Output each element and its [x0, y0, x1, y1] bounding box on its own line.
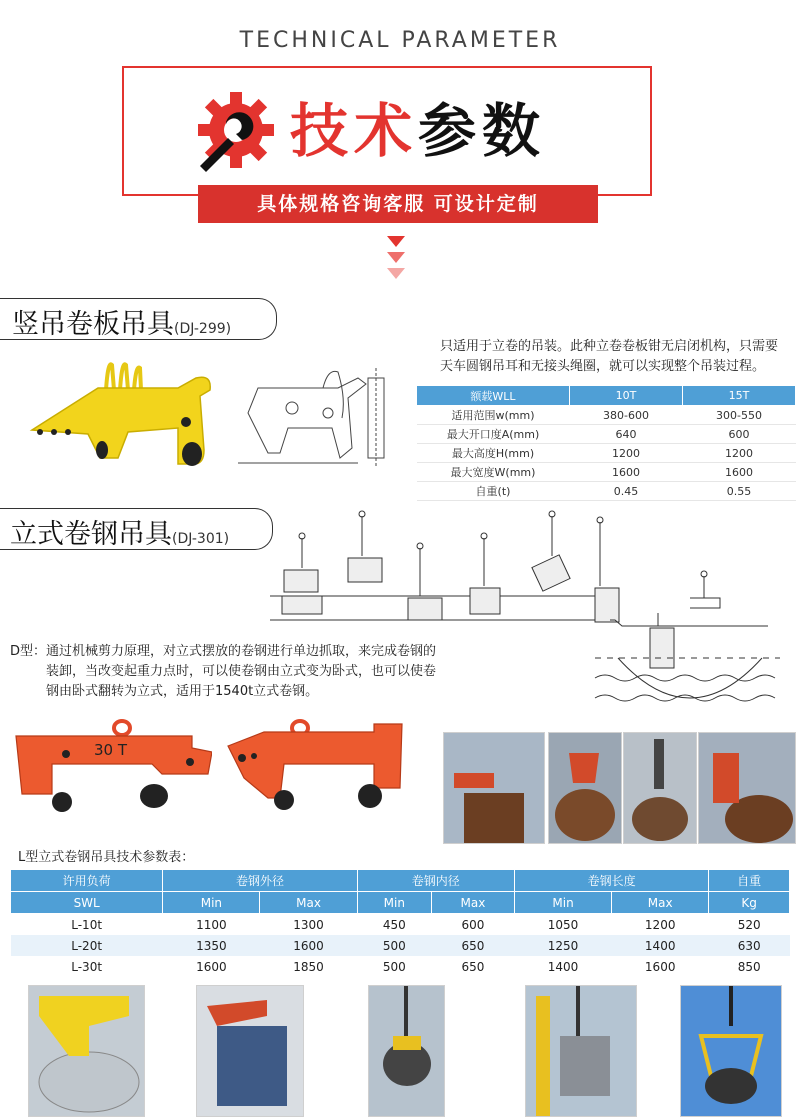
desc-prefix: D型：: [10, 644, 47, 659]
table-cell: 1350: [163, 935, 260, 956]
coil-photo-graphic: [369, 986, 444, 1116]
table-row: [417, 482, 796, 501]
red-clamp-image: [224, 718, 414, 818]
clamp-label: 30 T: [94, 741, 128, 759]
table-sub-header: Min: [514, 892, 611, 914]
table-cell: 最大开口度A(mm): [417, 425, 570, 444]
table-cell: 850: [737, 959, 761, 974]
table-cell: 500: [382, 959, 406, 974]
site-photo: [548, 732, 622, 844]
page-title: [290, 84, 546, 168]
table-group-header: 卷钢内径: [357, 870, 514, 892]
table-cell: 1200: [644, 917, 676, 932]
bottom-photo: [680, 985, 782, 1117]
table-cell: 最大宽度W(mm): [417, 463, 570, 482]
coil-photo-graphic: [526, 986, 636, 1116]
table-cell: 600: [461, 917, 485, 932]
table-header: 额载WLL: [417, 386, 570, 406]
technical-drawing: [228, 368, 398, 468]
section-title-text: 立式卷钢吊具: [10, 519, 172, 550]
table-row: [417, 406, 796, 425]
arrow-down-icon: [387, 252, 405, 263]
table-cell: 1600: [570, 463, 683, 482]
section-title-dj301: [10, 512, 229, 551]
table-header: 15T: [683, 386, 796, 406]
table-cell: 650: [431, 935, 514, 956]
table-cell: 1600: [260, 935, 357, 956]
table-cell: 450: [382, 917, 406, 932]
table-cell: L-30t: [71, 959, 103, 974]
table-group-header: 自重: [709, 870, 790, 892]
table-sub-header: Max: [431, 892, 514, 914]
english-title: TECHNICAL PARAMETER: [239, 28, 561, 53]
table-row: [11, 914, 790, 936]
table-cell: 1400: [547, 959, 579, 974]
table-cell: 600: [683, 425, 796, 444]
gear-wrench-icon: [192, 88, 276, 172]
desc-line: 天车圆钢吊耳和无接头绳圈，就可以实现整个吊装过程。: [440, 359, 766, 374]
coil-photo-graphic: [29, 986, 144, 1116]
table-cell: 300-550: [683, 406, 796, 425]
table-sub-header: Kg: [709, 892, 790, 914]
table-sub-header: Max: [612, 892, 709, 914]
table-group-header: 许用负荷: [11, 870, 163, 892]
table-cell: 1300: [293, 917, 324, 932]
desc-text: 通过机械剪力原理，对立式摆放的卷钢进行单边抓取，来完成卷钢的: [46, 644, 437, 659]
table-row: [417, 463, 796, 482]
desc-line: 只适用于立卷的吊装。此种立卷卷板钳无启闭机构，只需要: [440, 339, 779, 354]
spec-table-dj299: [416, 385, 796, 501]
table-cell: 1250: [514, 935, 611, 956]
table-cell: 630: [709, 935, 790, 956]
section2-description: [10, 642, 450, 702]
table-row: [417, 425, 796, 444]
site-photo: [698, 732, 796, 844]
arrow-down-icon: [387, 236, 405, 247]
table-sub-header: Max: [260, 892, 357, 914]
custom-banner: 具体规格咨询客服 可设计定制: [198, 185, 598, 223]
table-row: [417, 444, 796, 463]
table-cell: 520: [737, 917, 761, 932]
table-cell: 1600: [196, 959, 227, 974]
table-cell: 1100: [196, 917, 227, 932]
bottom-photo: [28, 985, 145, 1117]
table-row: [11, 956, 790, 977]
site-photo: [443, 732, 545, 844]
table-cell: 1200: [570, 444, 683, 463]
model-code: (DJ-301): [172, 531, 230, 547]
coil-photo-graphic: [197, 986, 303, 1116]
title-dark-part: 参数: [418, 97, 547, 165]
table-cell: 1600: [683, 463, 796, 482]
desc-line: 钢由卧式翻转为立式，适用于1540t立式卷钢。: [46, 684, 319, 699]
arrow-down-icon: [387, 268, 405, 279]
table-cell: 500: [357, 935, 431, 956]
table-cell: 1050: [547, 917, 579, 932]
coil-photo-graphic: [444, 733, 544, 843]
coil-photo-graphic: [549, 733, 621, 843]
table-header: 10T: [570, 386, 683, 406]
section1-description: [440, 337, 795, 377]
coil-photo-graphic: [624, 733, 696, 843]
table-cell: 640: [570, 425, 683, 444]
table-cell: 650: [461, 959, 485, 974]
desc-line: [10, 642, 450, 662]
site-photo: [623, 732, 697, 844]
table-cell: 0.45: [570, 482, 683, 501]
table-row: [11, 935, 790, 956]
spec-table-l-type: [10, 869, 790, 977]
table-cell: 自重(t): [417, 482, 570, 501]
table-cell: 0.55: [683, 482, 796, 501]
bottom-photo: [196, 985, 304, 1117]
table-cell: L-20t: [11, 935, 163, 956]
red-clamp-30t-image: [12, 718, 212, 818]
title-red-part: 技术: [290, 97, 419, 165]
table-cell: 1850: [293, 959, 324, 974]
table-cell: 最大高度H(mm): [417, 444, 570, 463]
table-cell: 1200: [683, 444, 796, 463]
table-group-header: 卷钢长度: [514, 870, 708, 892]
section-title-text: 竖吊卷板吊具: [12, 309, 174, 340]
table-sub-header: Min: [357, 892, 431, 914]
table-cell: L-10t: [71, 917, 103, 932]
table-group-header: 卷钢外径: [163, 870, 357, 892]
coil-photo-graphic: [681, 986, 781, 1116]
table-cell: 380-600: [570, 406, 683, 425]
table-sub-header: Min: [163, 892, 260, 914]
yellow-clamp-image: [28, 360, 218, 470]
table-cell: 1600: [644, 959, 676, 974]
desc-line: 装卸，当改变起重力点时，可以使卷钢由立式变为卧式，也可以使卷: [46, 664, 437, 679]
table-sub-header: SWL: [11, 892, 163, 914]
bottom-photo: [525, 985, 637, 1117]
table-cell: 1400: [612, 935, 709, 956]
model-code: (DJ-299): [174, 321, 232, 337]
bottom-photo: [368, 985, 445, 1117]
table2-caption: L型立式卷钢吊具技术参数表：: [18, 850, 195, 865]
section-title-dj299: [12, 302, 231, 341]
table-cell: 适用范围w(mm): [417, 406, 570, 425]
coil-photo-graphic: [699, 733, 795, 843]
